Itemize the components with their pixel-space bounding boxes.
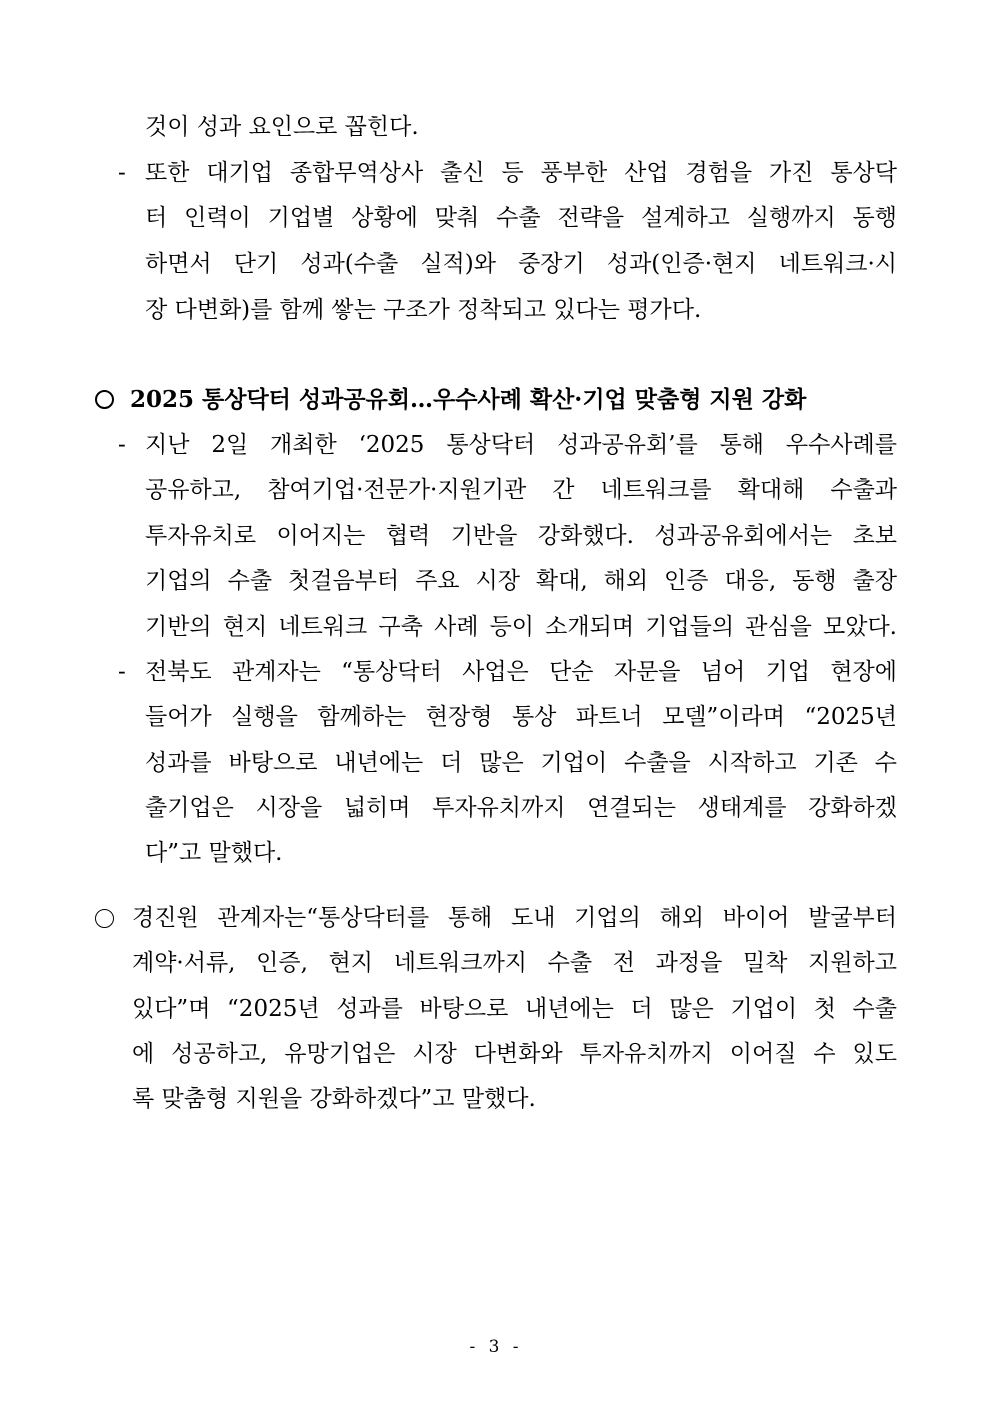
paragraph-line: 기반의 현지 네트워크 구축 사례 등이 소개되며 기업들의 관심을 모았다.	[145, 614, 897, 640]
paragraph-line: 다”고 말했다.	[145, 840, 283, 866]
paragraph-line: 투자유치로 이어지는 협력 기반을 강화했다. 성과공유회에서는 초보	[145, 523, 897, 549]
paragraph-line: 기업의 수출 첫걸음부터 주요 시장 확대, 해외 인증 대응, 동행 출장	[145, 568, 897, 594]
paragraph-line: 성과를 바탕으로 내년에는 더 많은 기업이 수출을 시작하고 기존 수	[145, 750, 897, 776]
paragraph-line: 지난 2일 개최한 ‘2025 통상닥터 성과공유회’를 통해 우수사례를	[145, 432, 897, 458]
paragraph-line: 경진원 관계자는“통상닥터를 통해 도내 기업의 해외 바이어 발굴부터	[132, 905, 897, 931]
circle-bullet-icon	[95, 909, 114, 928]
paragraph-line: 록 맞춤형 지원을 강화하겠다”고 말했다.	[132, 1086, 536, 1112]
paragraph-line: 전북도 관계자는 “통상닥터 사업은 단순 자문을 넘어 기업 현장에	[145, 659, 897, 685]
bullet-dash: -	[118, 432, 126, 458]
bullet-dash: -	[118, 659, 126, 685]
paragraph-line: 것이 성과 요인으로 꼽힌다.	[145, 114, 419, 140]
section-heading: 2025 통상닥터 성과공유회…우수사례 확산·기업 맞춤형 지원 강화	[130, 386, 807, 413]
paragraph-line: 출기업은 시장을 넓히며 투자유치까지 연결되는 생태계를 강화하겠	[145, 795, 897, 821]
paragraph-line: 계약·서류, 인증, 현지 네트워크까지 수출 전 과정을 밀착 지원하고	[132, 950, 897, 976]
paragraph-line: 장 다변화)를 함께 쌓는 구조가 정착되고 있다는 평가다.	[145, 297, 702, 323]
paragraph-line: 들어가 실행을 함께하는 현장형 통상 파트너 모델”이라며 “2025년	[145, 704, 897, 730]
paragraph-line: 터 인력이 기업별 상황에 맞춰 수출 전략을 설계하고 실행까지 동행	[145, 205, 897, 231]
paragraph-line: 하면서 단기 성과(수출 실적)와 중장기 성과(인증·현지 네트워크·시	[145, 251, 897, 277]
bullet-dash: -	[118, 160, 126, 186]
paragraph-line: 또한 대기업 종합무역상사 출신 등 풍부한 산업 경험을 가진 통상닥	[145, 160, 897, 186]
paragraph-line: 공유하고, 참여기업·전문가·지원기관 간 네트워크를 확대해 수출과	[145, 477, 897, 503]
paragraph-line: 있다”며 “2025년 성과를 바탕으로 내년에는 더 많은 기업이 첫 수출	[132, 996, 897, 1022]
circle-bullet-icon	[95, 390, 114, 409]
paragraph-line: 에 성공하고, 유망기업은 시장 다변화와 투자유치까지 이어질 수 있도	[132, 1041, 897, 1067]
page-number: - 3 -	[469, 1337, 523, 1357]
